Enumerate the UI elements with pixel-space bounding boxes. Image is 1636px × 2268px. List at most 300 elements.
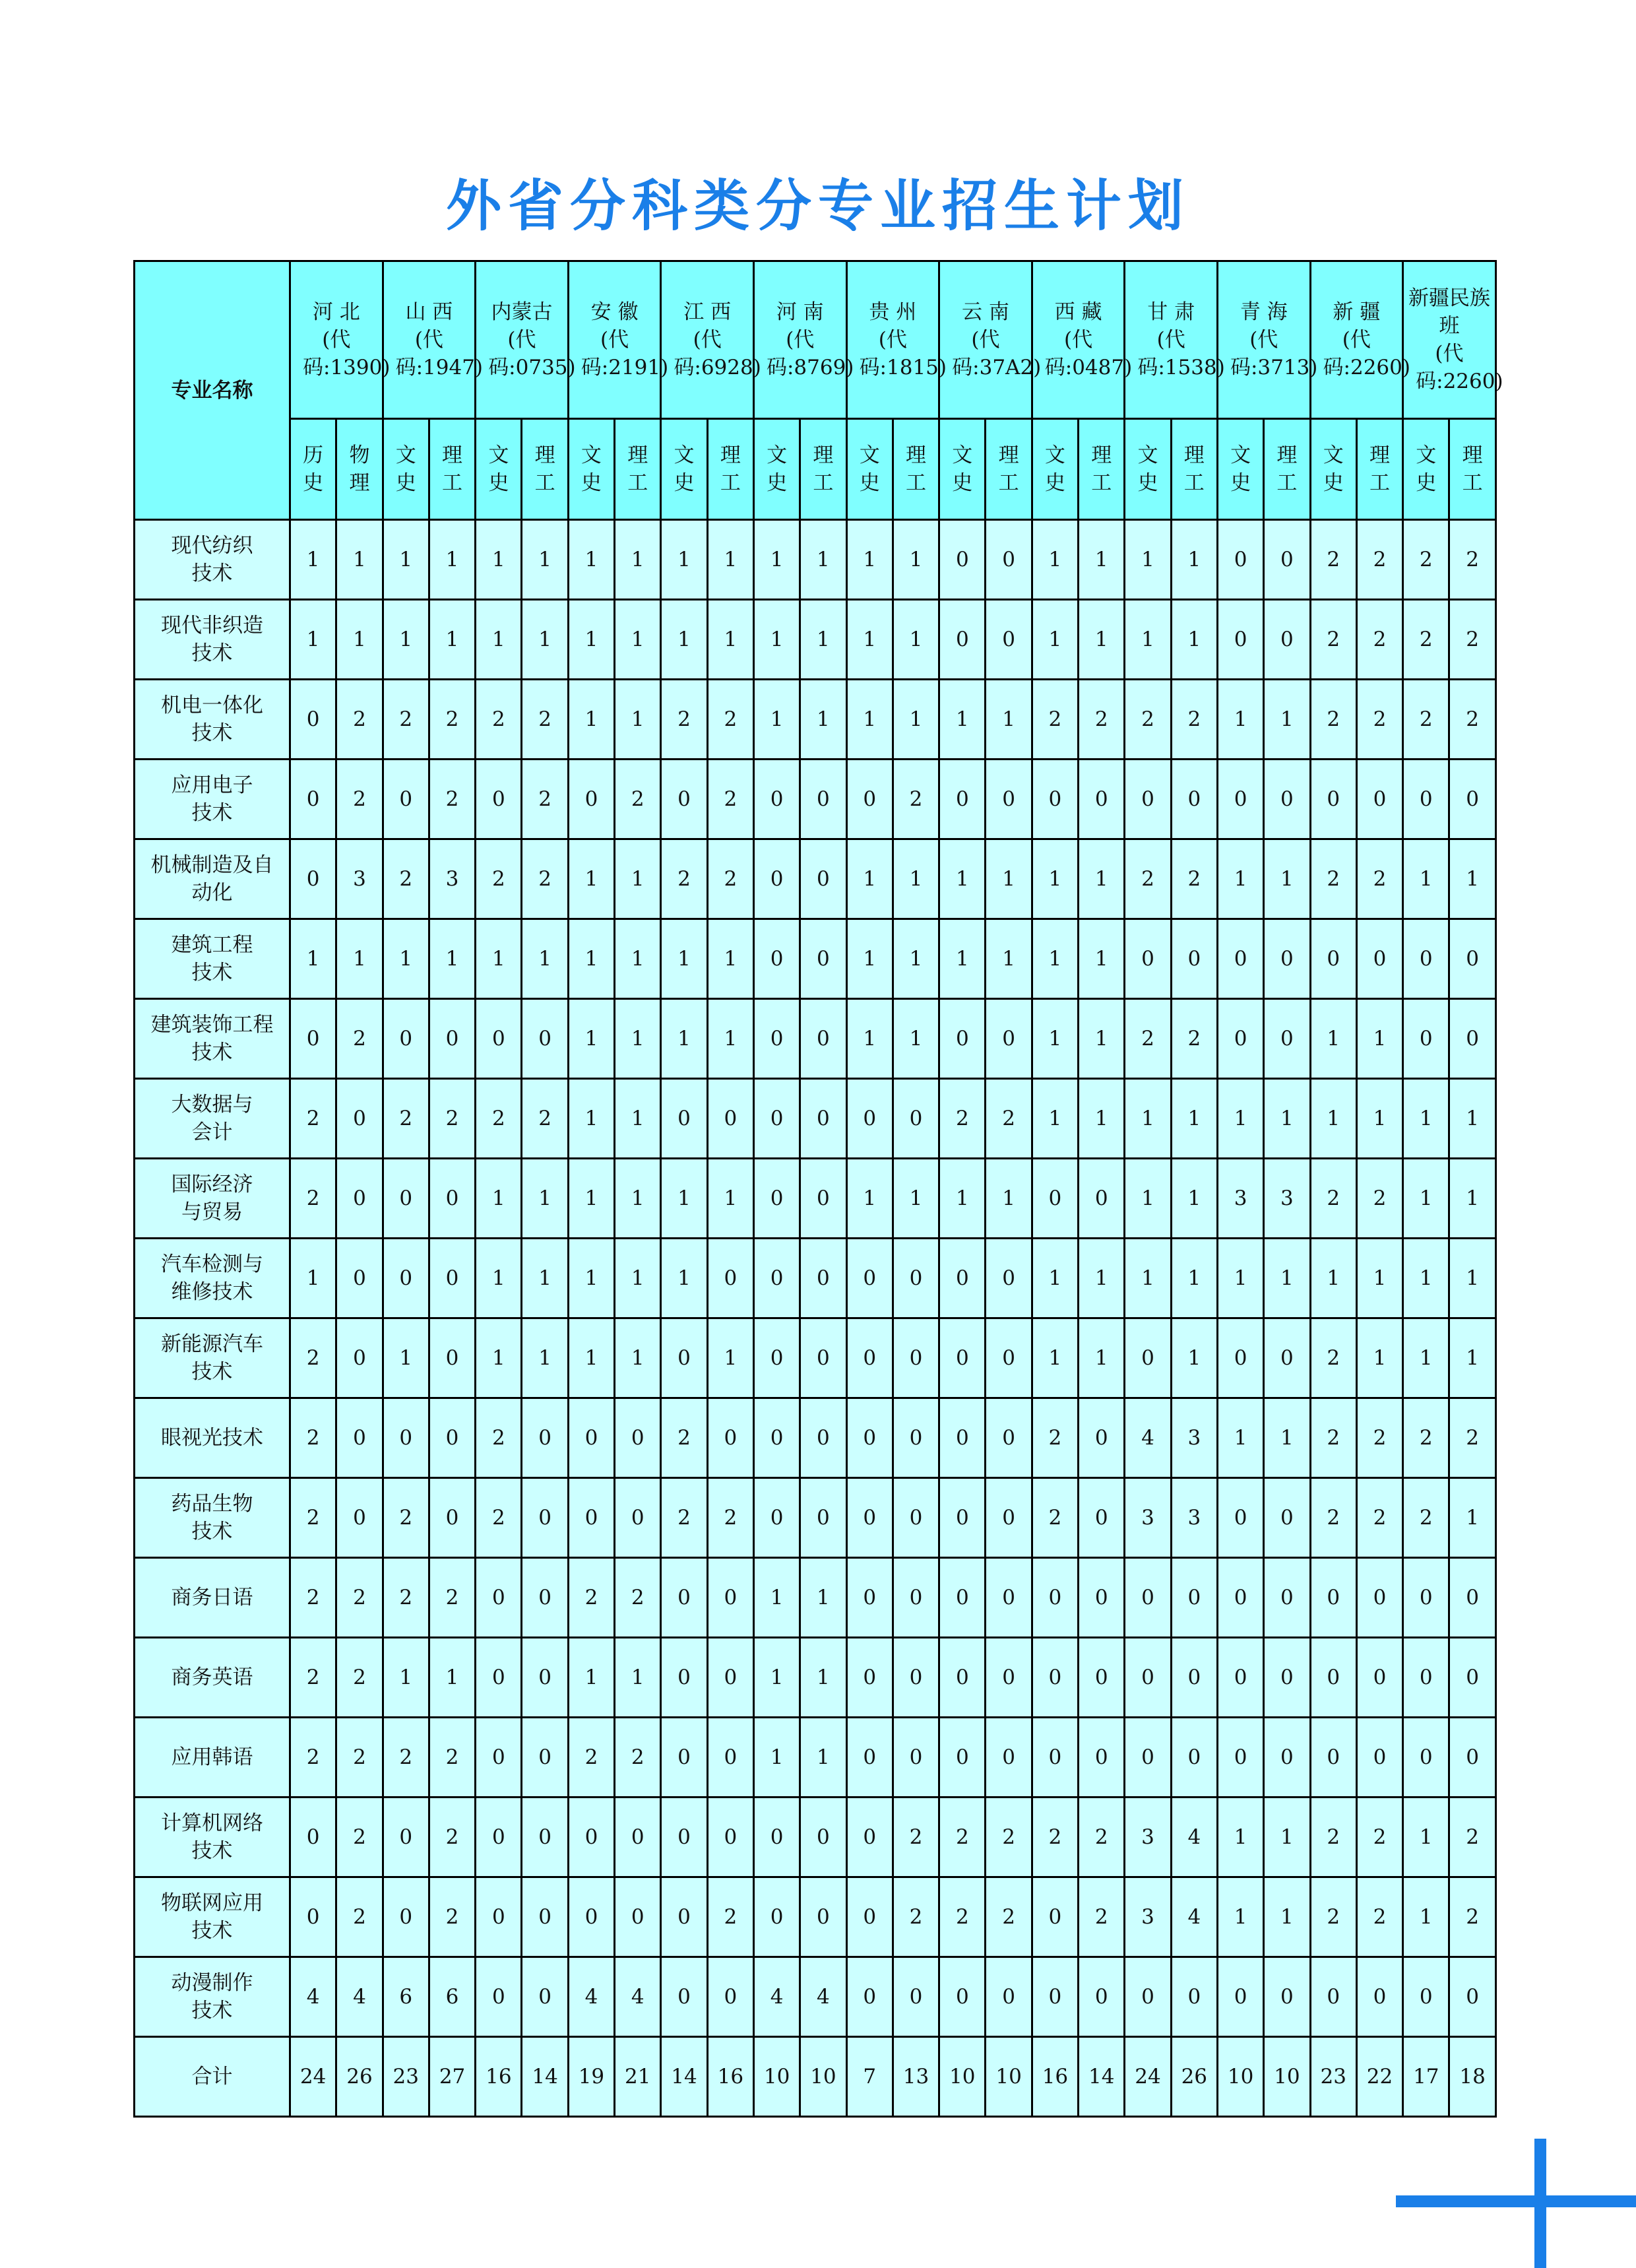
quota-cell: 1 [707, 999, 753, 1079]
major-name: 商务日语 [135, 1558, 290, 1638]
quota-cell: 0 [893, 1318, 939, 1398]
quota-cell: 0 [429, 1318, 475, 1398]
province-header [476, 261, 576, 419]
quota-cell: 2 [290, 1318, 336, 1398]
quota-cell: 2 [1310, 1798, 1356, 1877]
subject-header [568, 419, 614, 520]
quota-cell: 1 [1217, 1877, 1263, 1957]
quota-cell: 1 [707, 520, 753, 600]
quota-cell: 1 [1403, 1079, 1449, 1159]
quota-cell: 1 [753, 680, 800, 760]
quota-cell: 1 [1310, 1239, 1356, 1318]
quota-cell: 2 [429, 680, 475, 760]
quota-cell: 0 [568, 1478, 614, 1558]
quota-cell: 2 [893, 1877, 939, 1957]
quota-cell: 0 [986, 1239, 1032, 1318]
quota-cell: 2 [429, 1877, 475, 1957]
quota-cell: 1 [846, 1159, 893, 1239]
quota-cell: 1 [800, 1638, 846, 1718]
quota-cell: 2 [429, 1079, 475, 1159]
quota-cell: 23 [383, 2037, 429, 2117]
quota-cell: 1 [429, 919, 475, 999]
quota-cell: 1 [1449, 1079, 1495, 1159]
subject-header [522, 419, 568, 520]
quota-cell: 0 [1264, 1638, 1310, 1718]
quota-cell: 1 [1217, 839, 1263, 919]
quota-cell: 10 [1217, 2037, 1263, 2117]
table-row [135, 1159, 1496, 1239]
quota-cell: 1 [1171, 1318, 1217, 1398]
quota-cell: 2 [429, 1558, 475, 1638]
quota-cell: 1 [1079, 600, 1125, 680]
subject-header [753, 419, 800, 520]
quota-cell: 1 [707, 919, 753, 999]
quota-cell: 2 [1079, 1798, 1125, 1877]
quota-cell: 0 [893, 1558, 939, 1638]
quota-cell: 1 [986, 919, 1032, 999]
quota-cell: 2 [986, 1079, 1032, 1159]
quota-cell: 0 [1310, 1957, 1356, 2037]
quota-cell: 2 [615, 760, 661, 839]
quota-cell: 1 [1125, 1239, 1171, 1318]
quota-cell: 0 [1125, 1957, 1171, 2037]
quota-cell: 2 [336, 680, 383, 760]
quota-cell: 1 [800, 680, 846, 760]
quota-cell: 0 [429, 1159, 475, 1239]
quota-cell: 0 [707, 1638, 753, 1718]
major-name: 计算机网络 技术 [135, 1798, 290, 1877]
quota-cell: 2 [661, 1398, 707, 1478]
subject-header [1449, 419, 1495, 520]
quota-cell: 2 [522, 680, 568, 760]
quota-cell: 0 [846, 1877, 893, 1957]
major-name: 新能源汽车 技术 [135, 1318, 290, 1398]
quota-cell: 2 [1079, 1877, 1125, 1957]
quota-cell: 2 [1403, 680, 1449, 760]
quota-cell: 0 [1032, 1638, 1078, 1718]
quota-cell: 0 [522, 1638, 568, 1718]
quota-cell: 2 [429, 1718, 475, 1798]
quota-cell: 1 [476, 919, 522, 999]
quota-cell: 0 [846, 1718, 893, 1798]
quota-cell: 0 [1356, 1638, 1402, 1718]
quota-cell: 2 [522, 1079, 568, 1159]
quota-cell: 0 [336, 1318, 383, 1398]
quota-cell: 2 [336, 1718, 383, 1798]
quota-cell: 0 [1171, 760, 1217, 839]
quota-cell: 2 [939, 1877, 986, 1957]
quota-cell: 0 [986, 600, 1032, 680]
quota-cell: 10 [1264, 2037, 1310, 2117]
quota-cell: 2 [1310, 680, 1356, 760]
quota-cell: 4 [1171, 1877, 1217, 1957]
table-row [135, 680, 1496, 760]
quota-cell: 0 [707, 1239, 753, 1318]
quota-cell: 0 [522, 1558, 568, 1638]
province-code: (代码:1538) [1137, 328, 1225, 379]
subject-header [1079, 419, 1125, 520]
subject-header [336, 419, 383, 520]
quota-cell: 1 [800, 600, 846, 680]
quota-cell: 0 [661, 1798, 707, 1877]
quota-cell: 1 [1403, 1798, 1449, 1877]
quota-cell: 1 [615, 1239, 661, 1318]
quota-cell: 0 [800, 919, 846, 999]
quota-cell: 6 [383, 1957, 429, 2037]
major-name: 现代纺织 技术 [135, 520, 290, 600]
quota-cell: 0 [1449, 760, 1495, 839]
quota-cell: 2 [1403, 1478, 1449, 1558]
quota-cell: 0 [707, 1079, 753, 1159]
quota-cell: 0 [846, 1638, 893, 1718]
quota-cell: 0 [893, 1638, 939, 1718]
province-header [1217, 261, 1318, 419]
quota-cell: 1 [1079, 1079, 1125, 1159]
quota-cell: 1 [383, 520, 429, 600]
quota-cell: 0 [1217, 1957, 1263, 2037]
major-name: 药品生物 技术 [135, 1478, 290, 1558]
quota-cell: 16 [476, 2037, 522, 2117]
province-name: 山 西 [405, 300, 453, 324]
quota-cell: 0 [1403, 1957, 1449, 2037]
quota-cell: 1 [1079, 839, 1125, 919]
quota-cell: 16 [1032, 2037, 1078, 2117]
quota-cell: 2 [383, 680, 429, 760]
quota-cell: 0 [522, 999, 568, 1079]
quota-cell: 1 [290, 520, 336, 600]
quota-cell: 0 [1403, 1558, 1449, 1638]
quota-cell: 0 [1171, 919, 1217, 999]
quota-cell: 0 [476, 1798, 522, 1877]
quota-cell: 0 [568, 760, 614, 839]
quota-cell: 2 [615, 1718, 661, 1798]
quota-cell: 1 [522, 1318, 568, 1398]
table-row [135, 600, 1496, 680]
quota-cell: 2 [1356, 1159, 1402, 1239]
quota-cell: 0 [753, 1318, 800, 1398]
quota-cell: 2 [290, 1398, 336, 1478]
quota-cell: 0 [893, 1239, 939, 1318]
quota-cell: 2 [336, 1877, 383, 1957]
quota-cell: 0 [615, 1478, 661, 1558]
province-code: (代码:6928) [674, 328, 761, 379]
quota-cell: 1 [476, 1159, 522, 1239]
quota-cell: 6 [429, 1957, 475, 2037]
subject-label: 文史 [674, 443, 695, 495]
subject-header [383, 419, 429, 520]
quota-cell: 0 [1310, 1638, 1356, 1718]
quota-cell: 0 [290, 999, 336, 1079]
subject-header [1356, 419, 1402, 520]
quota-cell: 0 [336, 1079, 383, 1159]
province-header [568, 261, 669, 419]
province-header [753, 261, 854, 419]
quota-cell: 0 [383, 760, 429, 839]
quota-cell: 1 [615, 1159, 661, 1239]
quota-cell: 1 [1403, 1318, 1449, 1398]
quota-cell: 0 [753, 919, 800, 999]
quota-cell: 0 [1171, 1718, 1217, 1798]
quota-cell: 0 [753, 1877, 800, 1957]
quota-cell: 1 [1032, 1239, 1078, 1318]
quota-cell: 1 [939, 919, 986, 999]
subject-header [1264, 419, 1310, 520]
quota-cell: 2 [1356, 1398, 1402, 1478]
quota-cell: 0 [846, 1398, 893, 1478]
quota-cell: 0 [1449, 919, 1495, 999]
quota-cell: 0 [1125, 1638, 1171, 1718]
quota-cell: 0 [1356, 919, 1402, 999]
quota-cell: 1 [1125, 1159, 1171, 1239]
subject-header [893, 419, 939, 520]
province-header [1032, 261, 1133, 419]
major-name: 应用电子 技术 [135, 760, 290, 839]
quota-cell: 0 [846, 1798, 893, 1877]
province-header [661, 261, 761, 419]
subject-label: 文史 [1137, 443, 1158, 495]
subject-label: 理工 [813, 443, 834, 495]
quota-cell: 0 [661, 760, 707, 839]
quota-cell: 2 [568, 1718, 614, 1798]
quota-cell: 3 [1125, 1798, 1171, 1877]
subject-label: 理工 [534, 443, 555, 495]
quota-cell: 3 [1264, 1159, 1310, 1239]
quota-cell: 1 [383, 1638, 429, 1718]
major-name: 现代非织造 技术 [135, 600, 290, 680]
province-header [1310, 261, 1410, 419]
quota-cell: 1 [522, 1239, 568, 1318]
quota-cell: 1 [1449, 1239, 1495, 1318]
major-name: 汽车检测与 维修技术 [135, 1239, 290, 1318]
quota-cell: 2 [290, 1478, 336, 1558]
quota-cell: 1 [568, 919, 614, 999]
subject-header [846, 419, 893, 520]
quota-cell: 1 [336, 919, 383, 999]
quota-cell: 0 [1079, 1718, 1125, 1798]
quota-cell: 2 [1310, 1398, 1356, 1478]
quota-cell: 0 [800, 1398, 846, 1478]
quota-cell: 1 [1217, 680, 1263, 760]
quota-cell: 2 [568, 1558, 614, 1638]
quota-cell: 1 [383, 1318, 429, 1398]
quota-cell: 1 [1264, 1877, 1310, 1957]
quota-cell: 1 [707, 1159, 753, 1239]
quota-cell: 1 [846, 839, 893, 919]
quota-cell: 2 [1356, 839, 1402, 919]
province-code: (代码:3713) [1230, 328, 1318, 379]
quota-cell: 0 [800, 1877, 846, 1957]
quota-cell: 0 [986, 1478, 1032, 1558]
subject-header [661, 419, 707, 520]
quota-cell: 0 [661, 1318, 707, 1398]
quota-cell: 2 [383, 1558, 429, 1638]
quota-cell: 1 [522, 600, 568, 680]
quota-cell: 3 [1171, 1478, 1217, 1558]
quota-cell: 26 [336, 2037, 383, 2117]
quota-cell: 0 [846, 760, 893, 839]
subject-label: 文史 [1230, 443, 1251, 495]
quota-cell: 1 [800, 1558, 846, 1638]
quota-cell: 1 [1217, 1798, 1263, 1877]
subject-label: 理工 [906, 443, 926, 495]
subject-header [939, 419, 986, 520]
quota-cell: 0 [1217, 1558, 1263, 1638]
table-row [135, 999, 1496, 1079]
quota-cell: 2 [1356, 600, 1402, 680]
quota-cell: 1 [753, 1718, 800, 1798]
quota-cell: 1 [753, 1638, 800, 1718]
quota-cell: 2 [707, 760, 753, 839]
quota-cell: 24 [290, 2037, 336, 2117]
quota-cell: 0 [986, 1957, 1032, 2037]
quota-cell: 0 [1217, 760, 1263, 839]
quota-cell: 1 [1264, 1079, 1310, 1159]
quota-cell: 1 [846, 919, 893, 999]
quota-cell: 4 [336, 1957, 383, 2037]
quota-cell: 0 [1079, 1159, 1125, 1239]
quota-cell: 2 [1449, 680, 1495, 760]
quota-cell: 0 [429, 1478, 475, 1558]
quota-cell: 0 [1079, 1957, 1125, 2037]
province-header-row [135, 261, 1496, 419]
quota-cell: 1 [429, 600, 475, 680]
quota-cell: 1 [1032, 1079, 1078, 1159]
quota-cell: 0 [522, 1718, 568, 1798]
quota-cell: 2 [290, 1558, 336, 1638]
quota-cell: 10 [753, 2037, 800, 2117]
quota-cell: 1 [1079, 1318, 1125, 1398]
quota-cell: 1 [568, 839, 614, 919]
quota-cell: 2 [383, 1079, 429, 1159]
quota-cell: 3 [1217, 1159, 1263, 1239]
quota-cell: 0 [1217, 999, 1263, 1079]
quota-cell: 1 [1032, 839, 1078, 919]
quota-cell: 0 [290, 680, 336, 760]
quota-cell: 2 [1449, 520, 1495, 600]
quota-cell: 10 [939, 2037, 986, 2117]
quota-cell: 0 [476, 1877, 522, 1957]
province-header [383, 261, 484, 419]
subject-header [476, 419, 522, 520]
quota-cell: 0 [753, 1478, 800, 1558]
province-header [846, 261, 947, 419]
quota-cell: 2 [290, 1079, 336, 1159]
quota-cell: 0 [939, 1398, 986, 1478]
quota-cell: 0 [893, 1478, 939, 1558]
quota-cell: 0 [383, 1877, 429, 1957]
quota-cell: 2 [1356, 1798, 1402, 1877]
quota-cell: 1 [1079, 520, 1125, 600]
quota-cell: 0 [939, 999, 986, 1079]
quota-cell: 1 [568, 1159, 614, 1239]
quota-cell: 17 [1403, 2037, 1449, 2117]
quota-cell: 0 [1403, 1718, 1449, 1798]
decorative-vertical-bar [1534, 2139, 1546, 2268]
quota-cell: 0 [383, 1398, 429, 1478]
quota-cell: 2 [336, 999, 383, 1079]
quota-cell: 2 [336, 1798, 383, 1877]
quota-cell: 1 [893, 839, 939, 919]
quota-cell: 0 [753, 1079, 800, 1159]
quota-cell: 0 [1264, 520, 1310, 600]
quota-cell: 0 [1449, 1718, 1495, 1798]
quota-cell: 1 [1032, 919, 1078, 999]
quota-cell: 0 [1264, 1718, 1310, 1798]
quota-cell: 1 [1449, 1318, 1495, 1398]
quota-cell: 0 [986, 760, 1032, 839]
province-name: 河 南 [776, 300, 824, 324]
quota-cell: 0 [1032, 760, 1078, 839]
quota-cell: 1 [568, 1239, 614, 1318]
quota-cell: 1 [429, 1638, 475, 1718]
quota-cell: 2 [1356, 1478, 1402, 1558]
quota-cell: 1 [986, 1159, 1032, 1239]
quota-cell: 2 [707, 839, 753, 919]
quota-cell: 0 [986, 999, 1032, 1079]
quota-cell: 1 [1125, 520, 1171, 600]
quota-cell: 0 [1217, 600, 1263, 680]
quota-cell: 1 [846, 600, 893, 680]
quota-cell: 0 [522, 1478, 568, 1558]
quota-cell: 0 [893, 1957, 939, 2037]
quota-cell: 2 [336, 760, 383, 839]
quota-cell: 2 [1310, 1877, 1356, 1957]
quota-cell: 1 [568, 600, 614, 680]
quota-cell: 1 [753, 600, 800, 680]
quota-cell: 13 [893, 2037, 939, 2117]
quota-cell: 1 [846, 680, 893, 760]
quota-cell: 1 [939, 680, 986, 760]
quota-cell: 0 [1403, 1638, 1449, 1718]
subject-label: 文史 [767, 443, 788, 495]
quota-cell: 0 [893, 1718, 939, 1798]
subject-header-row [135, 419, 1496, 520]
province-name: 河 北 [312, 300, 360, 324]
quota-cell: 0 [800, 1318, 846, 1398]
province-code: (代码:0487) [1044, 328, 1133, 379]
quota-cell: 0 [290, 760, 336, 839]
quota-cell: 0 [986, 1638, 1032, 1718]
quota-cell: 0 [800, 839, 846, 919]
quota-cell: 0 [846, 1239, 893, 1318]
quota-cell: 0 [893, 1398, 939, 1478]
quota-cell: 1 [939, 839, 986, 919]
quota-cell: 0 [1217, 520, 1263, 600]
quota-cell: 2 [1310, 1478, 1356, 1558]
major-name: 眼视光技术 [135, 1398, 290, 1478]
quota-cell: 1 [893, 999, 939, 1079]
quota-cell: 1 [476, 600, 522, 680]
quota-cell: 0 [707, 1798, 753, 1877]
quota-cell: 0 [1310, 1558, 1356, 1638]
quota-cell: 2 [661, 839, 707, 919]
subject-label: 理工 [1276, 443, 1298, 495]
quota-cell: 0 [615, 1798, 661, 1877]
quota-cell: 2 [1403, 600, 1449, 680]
quota-cell: 2 [522, 839, 568, 919]
quota-cell: 1 [893, 680, 939, 760]
quota-cell: 2 [1310, 1159, 1356, 1239]
subject-label: 理工 [442, 443, 463, 495]
quota-cell: 0 [476, 999, 522, 1079]
quota-cell: 2 [290, 1718, 336, 1798]
quota-cell: 1 [615, 999, 661, 1079]
quota-cell: 0 [1032, 1957, 1078, 2037]
quota-cell: 1 [846, 999, 893, 1079]
quota-cell: 2 [476, 1398, 522, 1478]
quota-cell: 1 [615, 1638, 661, 1718]
province-header [1403, 261, 1503, 419]
